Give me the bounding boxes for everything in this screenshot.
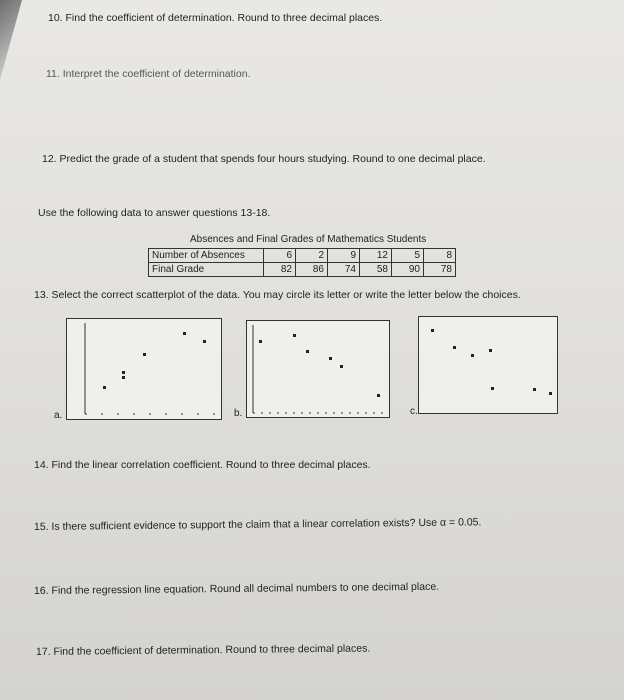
data-intro: Use the following data to answer questions 13-18. [38,207,271,219]
scatterplot-b-svg [247,321,389,417]
question-15: 15. Is there sufficient evidence to support the claim that a linear correlation exists? Use α = 0.05. [33,516,482,533]
plot-a-point [122,371,125,374]
scatterplot-c-svg [419,317,557,413]
plot-a-point [103,386,106,389]
table-cell: 5 [392,249,424,263]
question-13: 13. Select the correct scatterplot of the data. You may circle its letter or write the letter below the choices. [34,289,521,301]
row-label-grades: Final Grade [149,263,264,277]
plot-c-point [453,346,456,349]
table-cell: 74 [328,263,360,277]
question-16: 16. Find the regression line equation. Round all decimal numbers to one decimal place. [33,580,440,597]
plot-c-point [549,392,552,395]
table-row-absences [149,249,456,263]
table-cell: 12 [360,249,392,263]
plot-c-point [491,387,494,390]
plot-a-point [122,376,125,379]
table-cell: 82 [264,263,296,277]
plot-b-point [306,350,309,353]
plot-b-point [259,340,262,343]
plot-a-point [183,332,186,335]
table-cell: 8 [424,249,456,263]
table-cell: 9 [328,249,360,263]
scatterplot-c[interactable] [418,316,558,414]
scatterplot-b[interactable] [246,320,390,418]
plot-c-point [431,329,434,332]
plot-a-point [203,340,206,343]
plot-a-point [143,353,146,356]
table-cell: 6 [264,249,296,263]
row-label-absences: Number of Absences [149,249,264,263]
question-11: 11. Interpret the coefficient of determination. [46,68,251,80]
question-17: 17. Find the coefficient of determination. Round to three decimal places. [35,642,371,658]
table-row-grades [149,263,456,277]
plot-c-point [489,349,492,352]
plot-b-point [293,334,296,337]
plot-a-label: a. [54,410,63,421]
data-table [148,248,456,277]
question-14: 14. Find the linear correlation coefficient. Round to three decimal places. [34,459,371,471]
plot-b-point [377,394,380,397]
question-12: 12. Predict the grade of a student that spends four hours studying. Round to one decimal place. [42,153,486,165]
table-cell: 78 [424,263,456,277]
plot-c-point [471,354,474,357]
table-caption: Absences and Final Grades of Mathematics Students [190,234,427,245]
table-cell: 90 [392,263,424,277]
plot-b-label: b. [234,408,243,419]
question-10: 10. Find the coefficient of determination. Round to three decimal places. [48,12,383,24]
plot-c-point [533,388,536,391]
table-cell: 58 [360,263,392,277]
scatterplot-a-svg [67,319,221,419]
plot-c-label: c. [410,406,418,417]
plot-b-point [340,365,343,368]
page-shadow [0,0,22,80]
plot-b-point [329,357,332,360]
table-cell: 86 [296,263,328,277]
table-cell: 2 [296,249,328,263]
scatterplot-a[interactable] [66,318,222,420]
